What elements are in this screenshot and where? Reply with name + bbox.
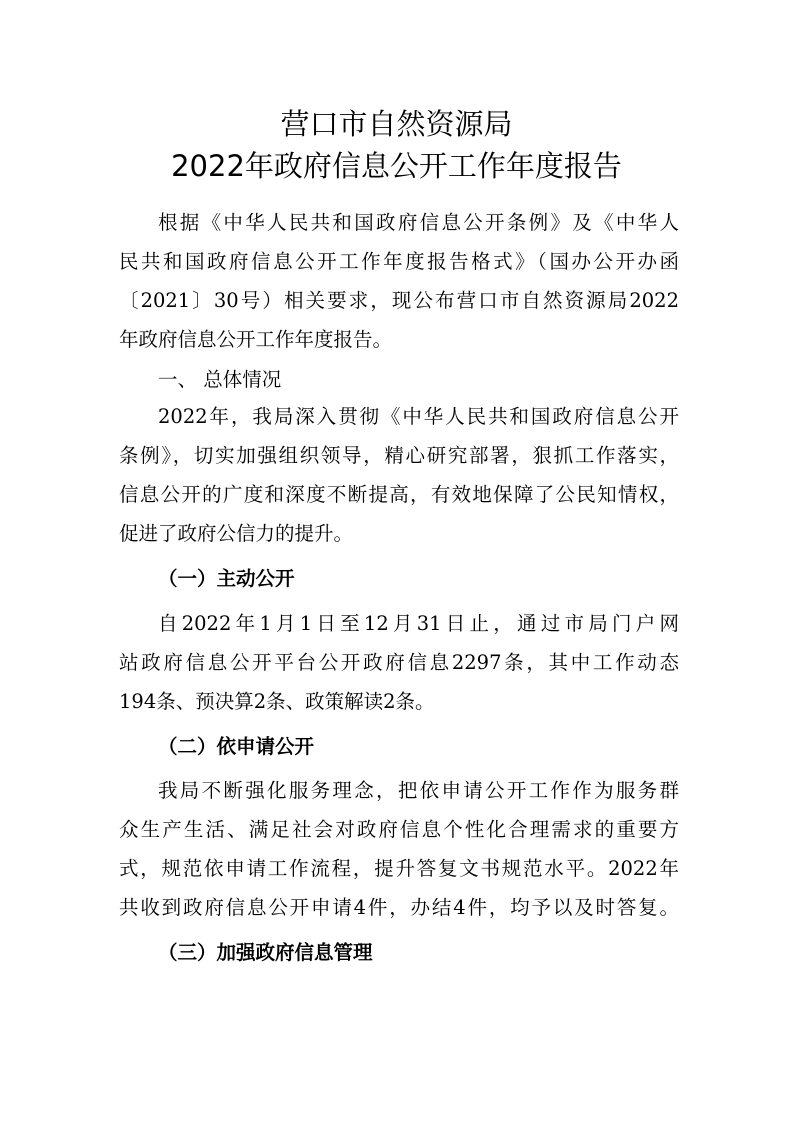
intro-line-4: 年政府信息公开工作年度报告。 (119, 328, 393, 351)
proactive-line-1: 自2022年1月1日至12月31日止，通过市局门户网 (158, 612, 679, 635)
on-request-line-3: 式，规范依申请工作流程，提升答复文书规范水平。2022年 (119, 857, 679, 880)
report-title-line-2: 2022年政府信息公开工作年度报告 (171, 149, 622, 183)
intro-line-1: 根据《中华人民共和国政府信息公开条例》及《中华人 (158, 211, 679, 234)
overview-line-1: 2022年，我局深入贯彻《中华人民共和国政府信息公开 (158, 405, 679, 428)
proactive-line-2: 站政府信息公开平台公开政府信息2297条，其中工作动态 (119, 651, 679, 674)
report-title-line-1: 营口市自然资源局 (280, 107, 513, 141)
on-request-line-1: 我局不断强化服务理念，把依申请公开工作作为服务群 (158, 779, 679, 802)
overview-line-4: 促进了政府公信力的提升。 (119, 522, 354, 545)
intro-line-3: 〔2021〕30号）相关要求，现公布营口市自然资源局2022 (119, 289, 679, 312)
on-request-line-2: 众生产生活、满足社会对政府信息个性化合理需求的重要方 (119, 818, 679, 841)
proactive-line-3: 194条、预决算2条、政策解读2条。 (119, 690, 435, 713)
on-request-line-4: 共收到政府信息公开申请4件，办结4件，均予以及时答复。 (119, 896, 679, 919)
subsection-heading-on-request: （二）依申请公开 (158, 735, 315, 758)
section-heading-overview: 一、 总体情况 (158, 368, 282, 391)
subsection-heading-info-management: （三）加强政府信息管理 (158, 941, 373, 964)
overview-line-2: 条例》，切实加强组织领导，精心研究部署，狠抓工作落实， (119, 444, 679, 467)
subsection-heading-proactive: （一）主动公开 (158, 567, 295, 590)
intro-line-2: 民共和国政府信息公开工作年度报告格式》（国办公开办函 (119, 250, 679, 273)
overview-line-3: 信息公开的广度和深度不断提高，有效地保障了公民知情权， (119, 483, 679, 506)
